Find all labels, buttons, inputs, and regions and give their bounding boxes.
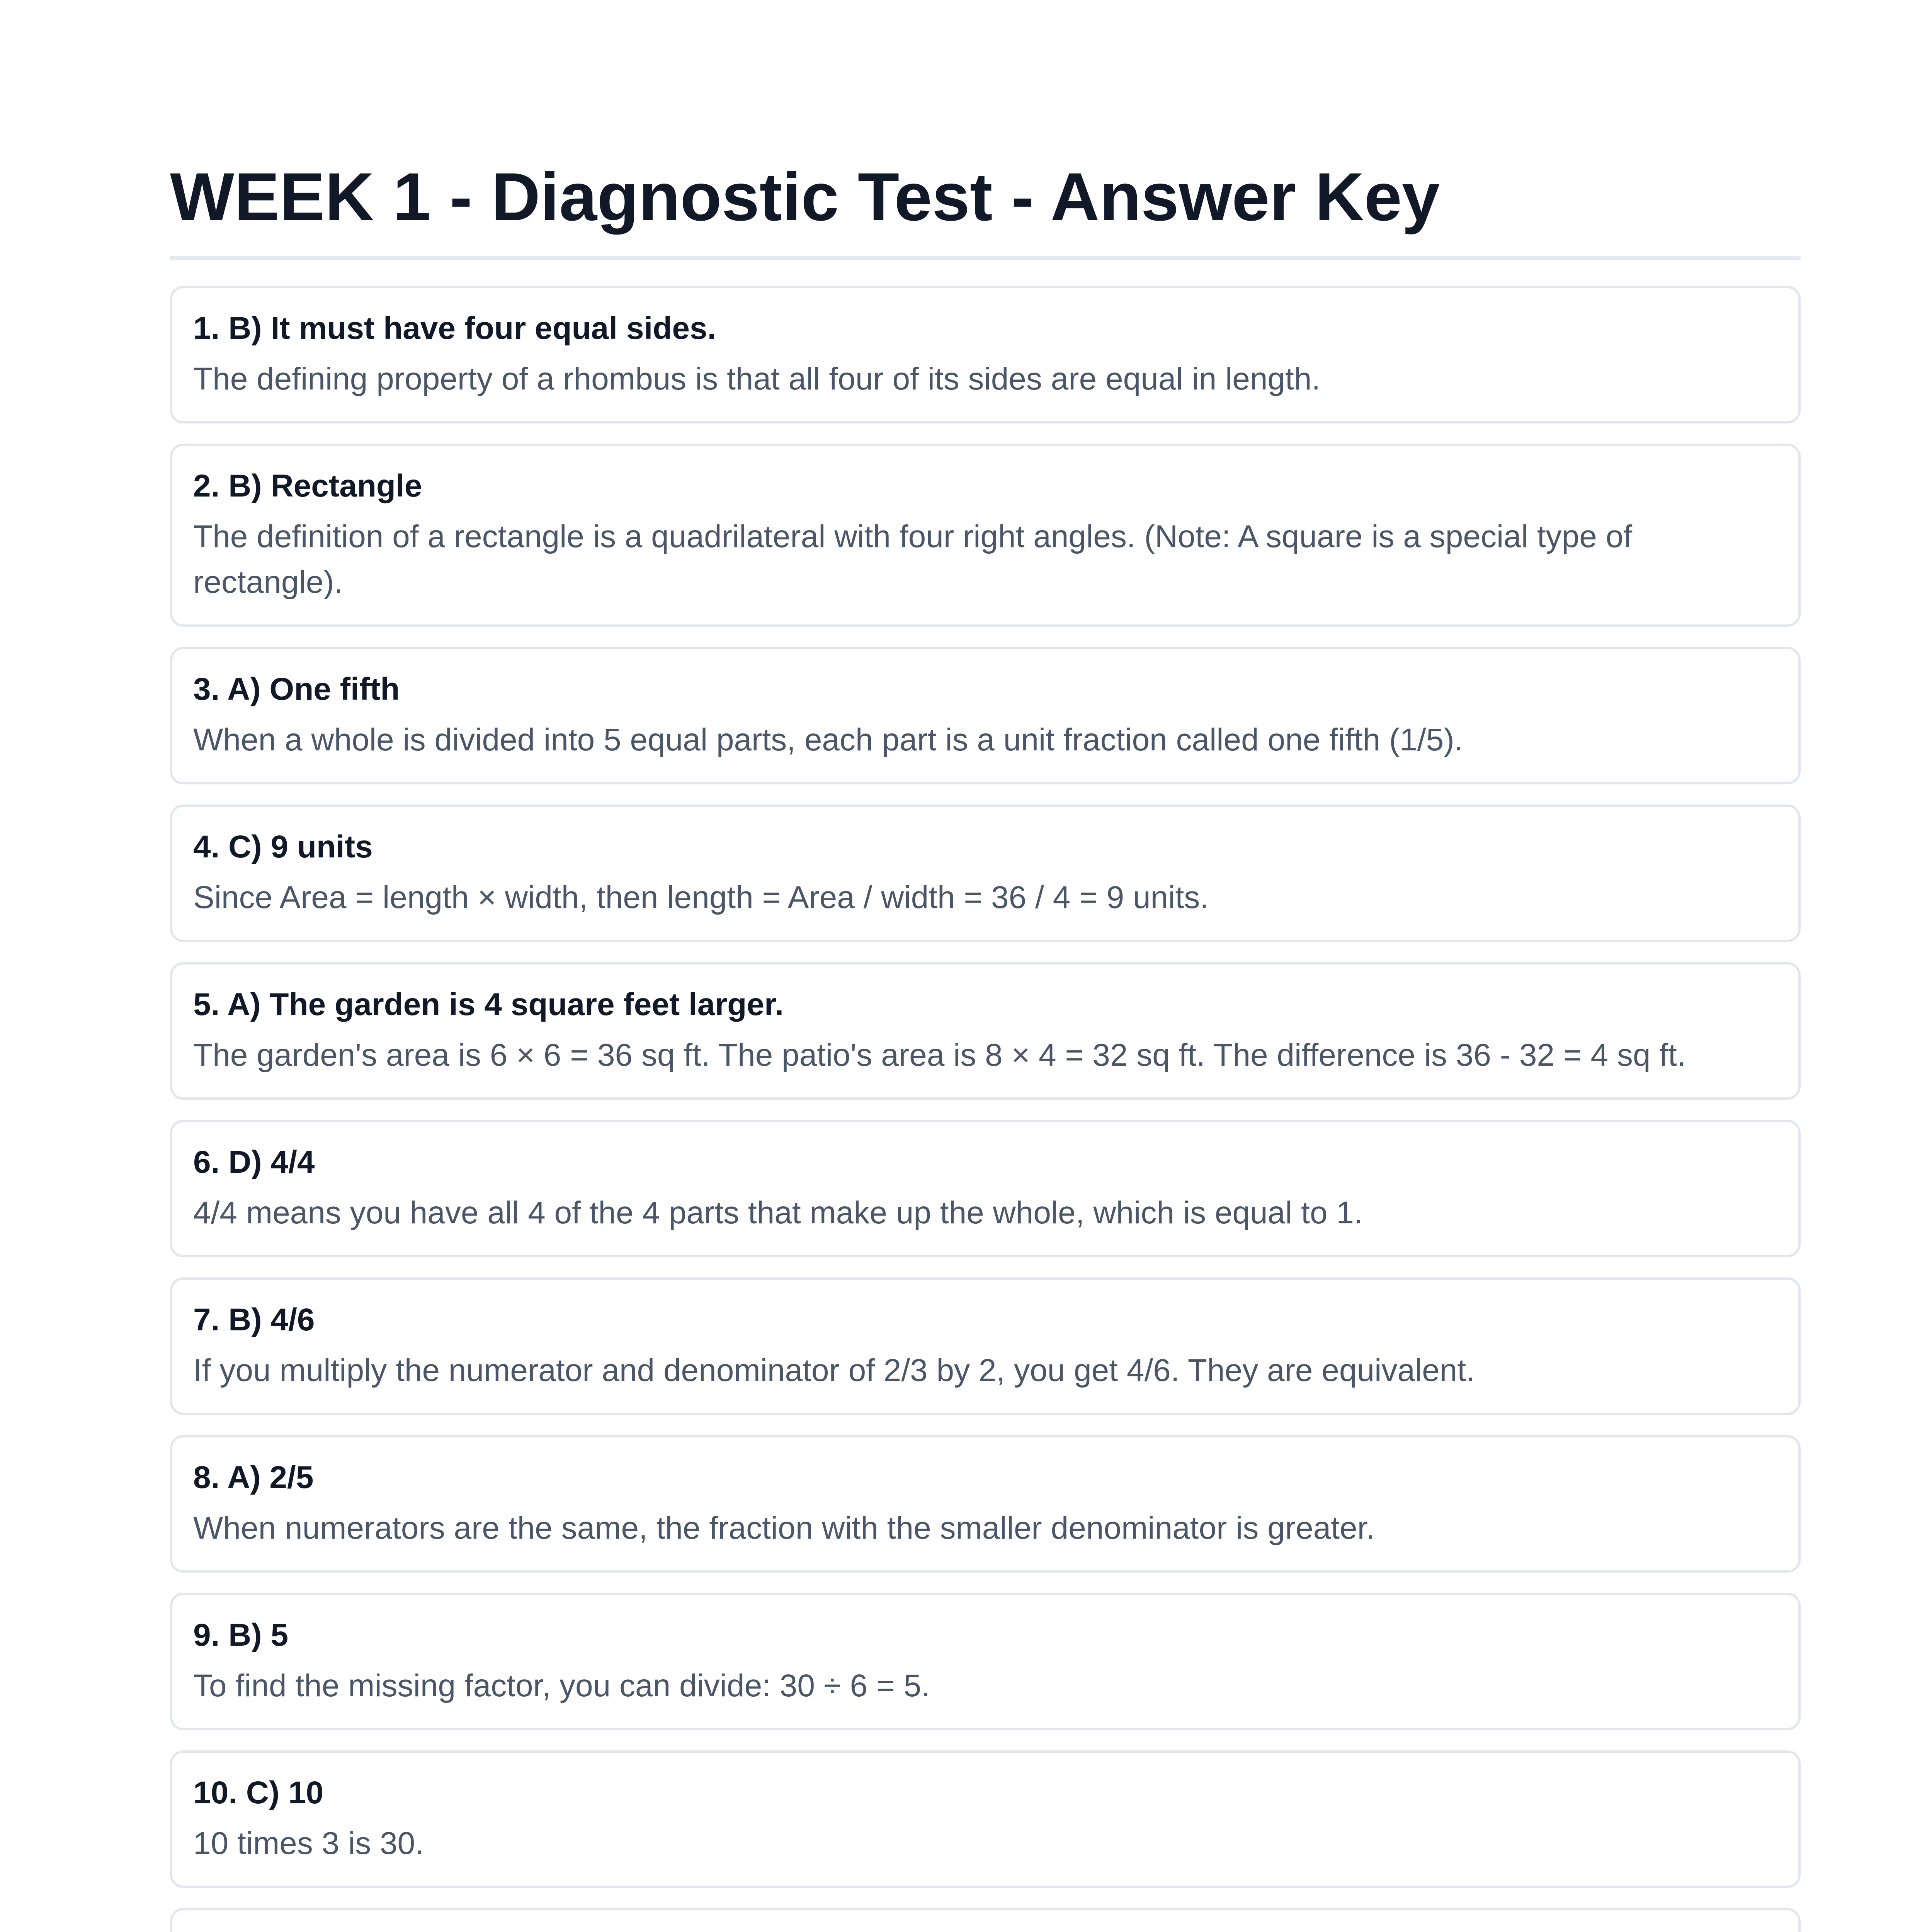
answer-card-1 [170, 286, 1801, 423]
answer-card-9 [170, 1593, 1801, 1730]
answer-list [170, 286, 1801, 1932]
answer-card-7 [170, 1277, 1801, 1415]
answer-card-5 [170, 962, 1801, 1100]
answer-heading: 4. C) 9 units [193, 829, 373, 864]
answer-heading [193, 1930, 1777, 1932]
answer-card-11 [170, 1908, 1801, 1932]
answer-heading: 8. A) 2/5 [193, 1460, 314, 1495]
answer-heading: 2. B) Rectangle [193, 468, 422, 503]
answer-card-3 [170, 647, 1801, 784]
answer-card-6 [170, 1120, 1801, 1257]
answer-explanation: When a whole is divided into 5 equal parts, each part is a unit fraction called one fifth (1/5). [193, 722, 1463, 757]
answer-explanation: 4/4 means you have all 4 of the 4 parts that make up the whole, which is equal to 1. [193, 1195, 1363, 1230]
answer-card-4 [170, 804, 1801, 942]
answer-explanation: To find the missing factor, you can divide: 30 ÷ 6 = 5. [193, 1668, 930, 1703]
answer-heading: 7. B) 4/6 [193, 1302, 315, 1337]
answer-heading: 9. B) 5 [193, 1617, 289, 1653]
answer-explanation: When numerators are the same, the fraction with the smaller denominator is greater. [193, 1510, 1375, 1546]
answer-explanation: The defining property of a rhombus is that all four of its sides are equal in length. [193, 361, 1321, 396]
answer-explanation: Since Area = length × width, then length = Area / width = 36 / 4 = 9 units. [193, 880, 1209, 915]
answer-card-10 [170, 1750, 1801, 1888]
answer-explanation: If you multiply the numerator and denominator of 2/3 by 2, you get 4/6. They are equivalent. [193, 1353, 1475, 1388]
answer-heading: 6. D) 4/4 [193, 1145, 315, 1180]
answer-heading: 10. C) 10 [193, 1775, 324, 1810]
answer-explanation: The definition of a rectangle is a quadrilateral with four right angles. (Note: A square is a special type of rectangle). [193, 519, 1632, 600]
answer-card-8 [170, 1435, 1801, 1573]
title-divider [170, 256, 1801, 260]
answer-heading: 3. A) One fifth [193, 672, 400, 707]
answer-explanation: The garden's area is 6 × 6 = 36 sq ft. The patio's area is 8 × 4 = 32 sq ft. The difference is 36 - 32 = 4 sq ft. [193, 1037, 1686, 1073]
answer-card-2 [170, 444, 1801, 627]
answer-heading: 5. A) The garden is 4 square feet larger. [193, 987, 784, 1022]
answer-heading: 1. B) It must have four equal sides. [193, 311, 716, 346]
page-title: WEEK 1 - Diagnostic Test - Answer Key [170, 159, 1440, 235]
answer-explanation: 10 times 3 is 30. [193, 1826, 424, 1861]
